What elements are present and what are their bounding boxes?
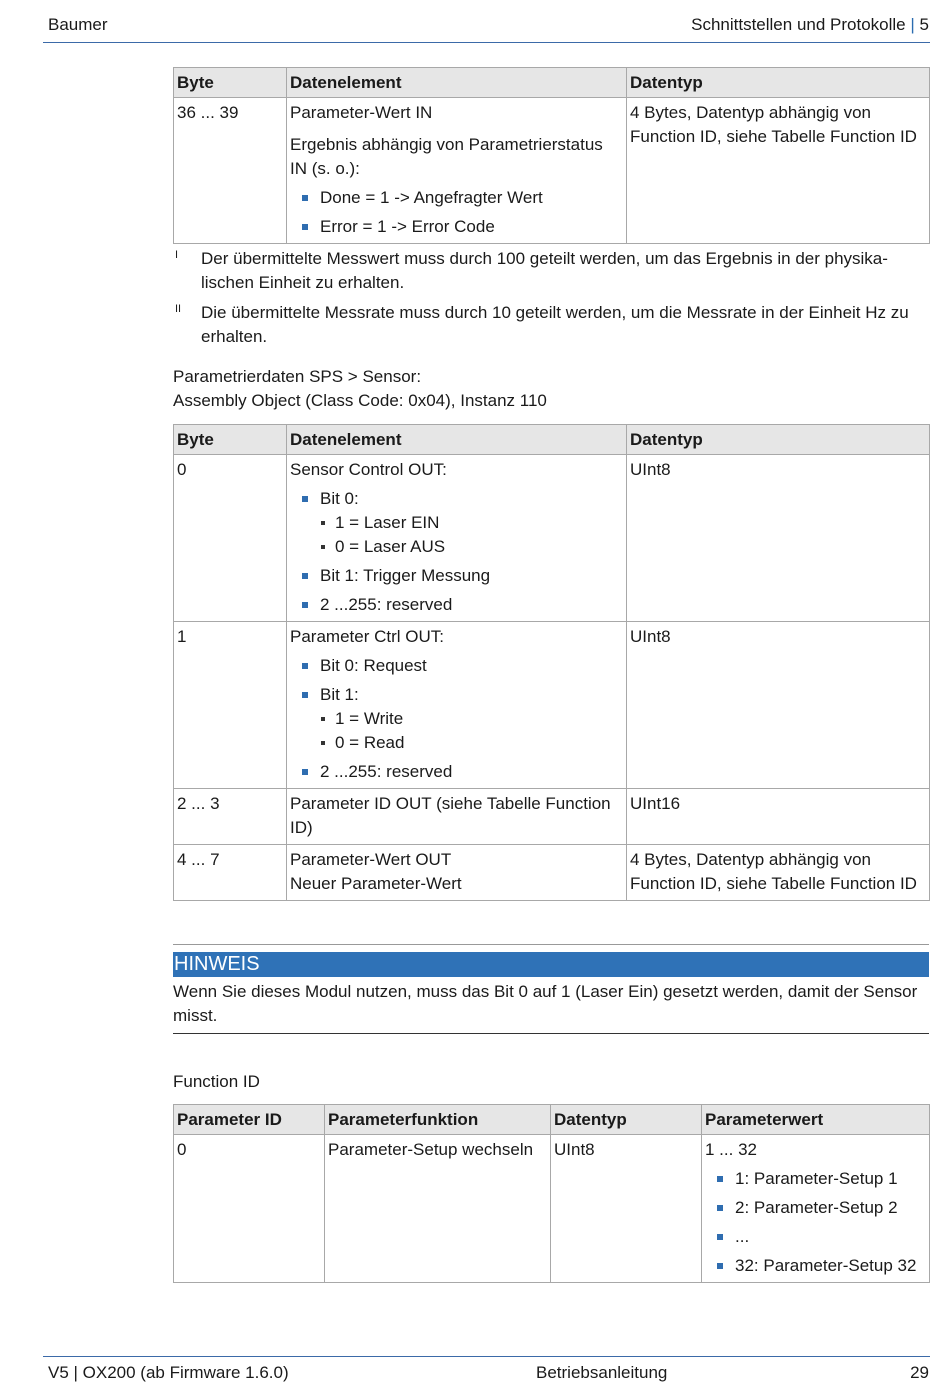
- bullet-list: [290, 487, 623, 617]
- header-parameterwert: Parameterwert: [702, 1105, 930, 1135]
- cell-element: [287, 98, 627, 244]
- sub-list-item: 1 = Laser EIN: [320, 511, 623, 535]
- notice-title: HINWEIS: [174, 953, 260, 975]
- list-item: 32: Parameter-Setup 32: [705, 1254, 926, 1278]
- list-item: [290, 683, 623, 755]
- header-datentyp: Datentyp: [627, 425, 930, 455]
- header-datenelement: Datenelement: [287, 68, 627, 98]
- value-range: 1 ... 32: [705, 1140, 757, 1159]
- cell-byte: 36 ... 39: [174, 98, 287, 244]
- header-chapter-title: Schnittstellen und Protokolle: [691, 15, 906, 34]
- bit-label: Bit 1:: [320, 685, 359, 704]
- cell-type: UInt8: [627, 455, 930, 622]
- header-datentyp: Datentyp: [551, 1105, 702, 1135]
- notice-top-rule: [173, 944, 929, 945]
- sub-list: [320, 511, 623, 559]
- bullet-list: [290, 654, 623, 784]
- table-row: [174, 1135, 930, 1283]
- cell-element: [287, 622, 627, 789]
- table-parameter-out: [173, 424, 930, 901]
- notice-title-bar: [173, 952, 929, 977]
- header-separator: |: [910, 15, 915, 34]
- cell-parameterwert: [702, 1135, 930, 1283]
- table-row: [174, 622, 930, 789]
- element-title: Parameter-Wert IN: [290, 103, 433, 122]
- table-row: [174, 789, 930, 845]
- list-item: Done = 1 -> Angefragter Wert: [290, 186, 623, 210]
- table-header-row: [174, 425, 930, 455]
- cell-byte: 1: [174, 622, 287, 789]
- list-item: 2 ...255: reserved: [290, 593, 623, 617]
- list-item: Error = 1 -> Error Code: [290, 215, 623, 239]
- cell-parameter-id: 0: [174, 1135, 325, 1283]
- cell-element: [287, 845, 627, 901]
- header-byte: Byte: [174, 425, 287, 455]
- bullet-list: [290, 186, 623, 239]
- header-company: Baumer: [48, 15, 108, 34]
- sub-list-item: 1 = Write: [320, 707, 623, 731]
- header-parameter-id: Parameter ID: [174, 1105, 325, 1135]
- section-intro: [173, 365, 547, 413]
- notice-bottom-rule: [173, 1033, 929, 1034]
- list-item: ...: [705, 1225, 926, 1249]
- header-datentyp: Datentyp: [627, 68, 930, 98]
- table-header-row: [174, 68, 930, 98]
- header-rule: [43, 42, 930, 43]
- element-subtitle: Neuer Parameter-Wert: [290, 874, 462, 893]
- table-row: [174, 98, 930, 244]
- footnote-1: [173, 247, 923, 295]
- cell-type: UInt16: [627, 789, 930, 845]
- list-item: 2: Parameter-Setup 2: [705, 1196, 926, 1220]
- cell-datentyp: UInt8: [551, 1135, 702, 1283]
- header-chapter: [691, 15, 929, 35]
- bit-label: Bit 0:: [320, 489, 359, 508]
- list-item: Bit 0: Request: [290, 654, 623, 678]
- section-line-2: Assembly Object (Class Code: 0x04), Instanz 110: [173, 391, 547, 410]
- cell-element: Parameter ID OUT (siehe Tabelle Function ID): [287, 789, 627, 845]
- element-title: Sensor Control OUT:: [290, 460, 447, 479]
- notice-text: Wenn Sie dieses Modul nutzen, muss das Bit 0 auf 1 (Laser Ein) gesetzt werden, damit der Sensor misst.: [173, 982, 918, 1025]
- footer-doc-type: Betriebsanleitung: [536, 1363, 668, 1382]
- table-parameter-in: [173, 67, 930, 244]
- footnote-2: [173, 301, 923, 349]
- cell-type: 4 Bytes, Datentyp abhängig von Function ID, siehe Tabelle Function ID: [627, 845, 930, 901]
- list-item: Bit 1: Trigger Messung: [290, 564, 623, 588]
- list-item: [290, 487, 623, 559]
- table-row: [174, 455, 930, 622]
- element-title: Parameter-Wert OUT: [290, 850, 452, 869]
- page-number: 29: [910, 1363, 929, 1382]
- section-line-1: Parametrierdaten SPS > Sensor:: [173, 367, 422, 386]
- element-desc: Ergebnis abhängig von Parametrierstatus IN (s. o.):: [290, 135, 603, 178]
- footer-rule: [43, 1356, 930, 1357]
- cell-byte: 2 ... 3: [174, 789, 287, 845]
- footer-version: V5 | OX200 (ab Firmware 1.6.0): [48, 1363, 289, 1382]
- cell-parameterfunktion: Parameter-Setup wechseln: [325, 1135, 551, 1283]
- element-title: Parameter Ctrl OUT:: [290, 627, 444, 646]
- table-row: [174, 845, 930, 901]
- header-chapter-number: 5: [919, 15, 929, 34]
- header-parameterfunktion: Parameterfunktion: [325, 1105, 551, 1135]
- footnote-text: Der übermittelte Messwert muss durch 100 geteilt werden, um das Ergebnis in der physikalischen Einheit zu erhalten.: [201, 249, 888, 292]
- sub-list-item: 0 = Read: [320, 731, 623, 755]
- list-item: 1: Parameter-Setup 1: [705, 1167, 926, 1191]
- bullet-list: [705, 1167, 926, 1278]
- function-id-heading: Function ID: [173, 1072, 260, 1091]
- sub-list: [320, 707, 623, 755]
- header-datenelement: Datenelement: [287, 425, 627, 455]
- table-function-id: [173, 1104, 930, 1283]
- cell-byte: 4 ... 7: [174, 845, 287, 901]
- cell-byte: 0: [174, 455, 287, 622]
- table-header-row: [174, 1105, 930, 1135]
- header-byte: Byte: [174, 68, 287, 98]
- footnote-mark: I: [175, 249, 179, 261]
- footnote-text: Die übermittelte Messrate muss durch 10 geteilt werden, um die Messrate in der Einheit Hz zu erhalten.: [201, 303, 909, 346]
- cell-type: 4 Bytes, Datentyp abhängig von Function ID, siehe Tabelle Function ID: [627, 98, 930, 244]
- cell-type: UInt8: [627, 622, 930, 789]
- sub-list-item: 0 = Laser AUS: [320, 535, 623, 559]
- cell-element: [287, 455, 627, 622]
- list-item: 2 ...255: reserved: [290, 760, 623, 784]
- footnote-mark: II: [175, 303, 182, 315]
